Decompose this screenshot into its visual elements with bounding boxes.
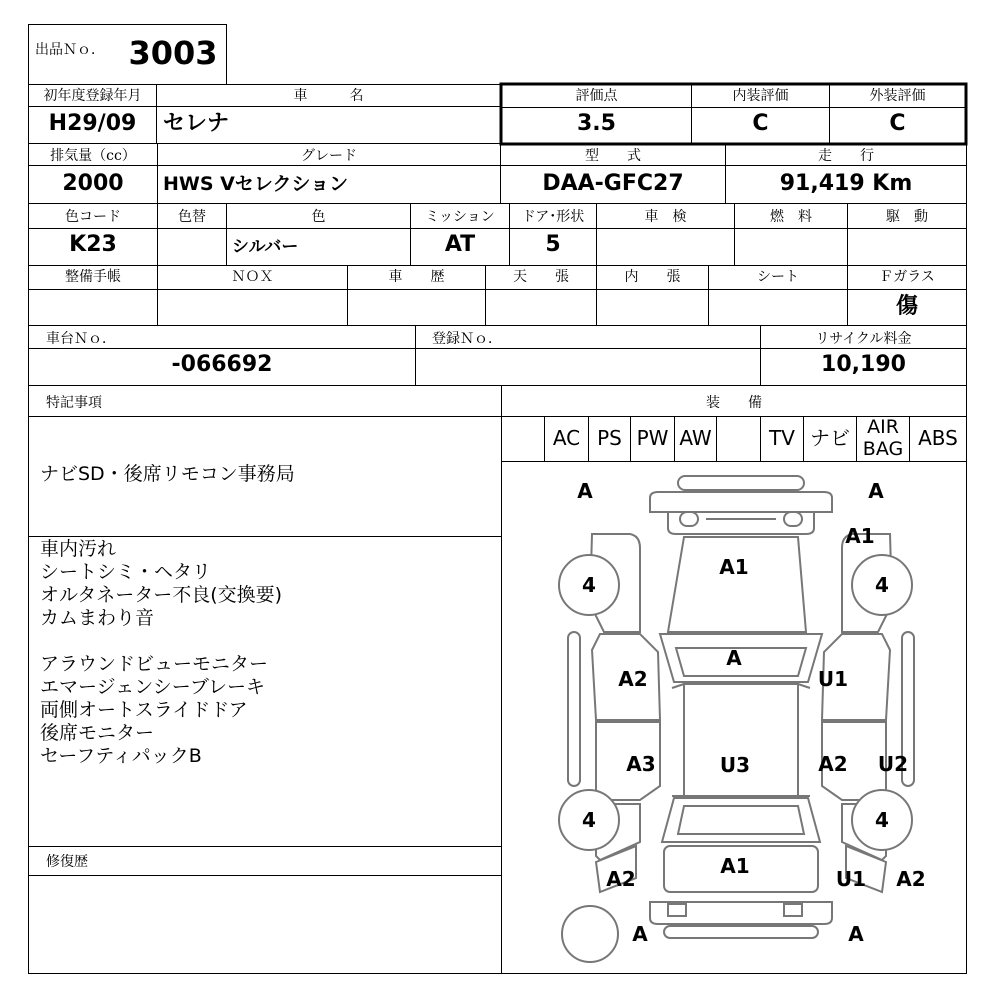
interior-value: C — [752, 111, 769, 136]
lot-number: 3003 — [128, 34, 218, 72]
exterior-value: C — [889, 111, 906, 136]
equip-item: ナビ — [810, 426, 850, 450]
fuel-label: 燃 料 — [770, 209, 812, 225]
car-name-value: セレナ — [163, 111, 230, 136]
history-label: 車 歴 — [388, 269, 445, 285]
equip-item: ABS — [918, 426, 958, 450]
reg-label: 登録Ｎｏ． — [432, 331, 502, 347]
mark-roof: U3 — [719, 753, 751, 777]
nox-label: ＮＯＸ — [231, 269, 274, 285]
notes-label: 特記事項 — [46, 395, 102, 411]
color-label: 色 — [311, 209, 326, 225]
grade-value: HWS Vセレクション — [163, 173, 349, 195]
mark-right-rear-door: A2 — [818, 752, 848, 776]
mark-right-rear-quarter: U2 — [877, 752, 909, 776]
first-reg-value: H29/09 — [48, 111, 137, 136]
equip-item: PW — [636, 426, 669, 450]
mark-right-front-door: U1 — [817, 667, 849, 691]
note-line: エマージェンシーブレーキ — [40, 676, 266, 698]
mark-front-right-fender: A1 — [845, 524, 875, 548]
recycle-value: 10,190 — [821, 352, 906, 377]
recolor-label: 色替 — [178, 209, 206, 225]
score-label: 評価点 — [575, 88, 618, 104]
sunroof-label: 天 張 — [513, 269, 569, 285]
doors-value: 5 — [545, 232, 561, 257]
note-line: 後席モニター — [40, 722, 155, 744]
color-value: シルバー — [232, 237, 299, 257]
doors-label: ドア･形状 — [521, 209, 585, 225]
car-name-label: 車 名 — [293, 88, 364, 104]
mark-rear-right-quarter: U1 — [835, 867, 867, 891]
equipment-label: 装 備 — [706, 395, 762, 411]
mileage-label: 走 行 — [818, 148, 874, 164]
color-code-label: 色コード — [65, 209, 121, 225]
score-value: 3.5 — [577, 111, 616, 136]
interior-trim-label: 内 張 — [624, 269, 681, 285]
equip-item: AW — [679, 426, 712, 450]
tyre-rear-right: 4 — [875, 808, 889, 832]
equip-item-airbag: AIR BAG — [862, 416, 904, 460]
chassis-value: -066692 — [171, 352, 273, 377]
displacement-value: 2000 — [62, 171, 124, 196]
mark-tailgate: A1 — [720, 854, 750, 878]
repair-label: 修復歴 — [46, 854, 88, 870]
mission-value: AT — [444, 232, 476, 257]
grade-label: グレード — [301, 148, 357, 164]
glass-value: 傷 — [895, 294, 918, 319]
equip-item: AC — [552, 426, 581, 450]
lot-label: 出品Ｎｏ． — [35, 42, 105, 58]
exterior-label: 外装評価 — [869, 88, 926, 104]
seat-label: シート — [757, 269, 799, 285]
mark-rear-bumper-right: A — [848, 922, 864, 946]
color-code-value: K23 — [69, 232, 117, 257]
tyre-rear-left: 4 — [582, 808, 596, 832]
inspection-label: 車 検 — [644, 209, 687, 225]
tyre-front-left: 4 — [582, 573, 596, 597]
drive-label: 駆 動 — [886, 209, 928, 225]
mark-hood: A1 — [719, 555, 749, 579]
mission-label: ミッション — [425, 209, 495, 225]
glass-label: Ｆガラス — [879, 269, 935, 285]
mark-front-right: A — [868, 479, 884, 503]
recycle-label: リサイクル料金 — [815, 331, 912, 347]
chassis-label: 車台Ｎｏ． — [46, 331, 116, 347]
note-line: シートシミ・ヘタリ — [40, 561, 212, 583]
notes-top-text: ナビSD・後席リモコン事務局 — [40, 463, 295, 485]
mark-rear-left-quarter: A2 — [606, 867, 636, 891]
mark-front-left: A — [577, 479, 593, 503]
note-line: セーフティパックB — [40, 745, 202, 767]
mileage-value: 91,419 Km — [779, 171, 913, 196]
interior-label: 内装評価 — [732, 88, 789, 104]
tyre-front-right: 4 — [875, 573, 889, 597]
mark-windshield: A — [726, 646, 742, 670]
displacement-label: 排気量（cc） — [50, 148, 136, 164]
note-line: アラウンドビューモニター — [40, 653, 269, 675]
equip-item: PS — [597, 426, 622, 450]
note-line: 車内汚れ — [40, 538, 117, 560]
model-label: 型 式 — [585, 148, 641, 164]
mark-left-front-door: A2 — [618, 667, 648, 691]
note-line: オルタネーター不良(交換要) — [40, 584, 283, 606]
maintenance-label: 整備手帳 — [65, 269, 121, 285]
first-reg-label: 初年度登録年月 — [43, 88, 142, 104]
mark-left-rear-door: A3 — [626, 752, 656, 776]
mark-rear-right: A2 — [896, 867, 926, 891]
equip-item: TV — [769, 426, 795, 450]
mark-rear-bumper-left: A — [632, 922, 648, 946]
note-line: カムまわり音 — [40, 607, 155, 629]
note-line: 両側オートスライドドア — [40, 699, 248, 721]
model-value: DAA-GFC27 — [542, 171, 684, 196]
